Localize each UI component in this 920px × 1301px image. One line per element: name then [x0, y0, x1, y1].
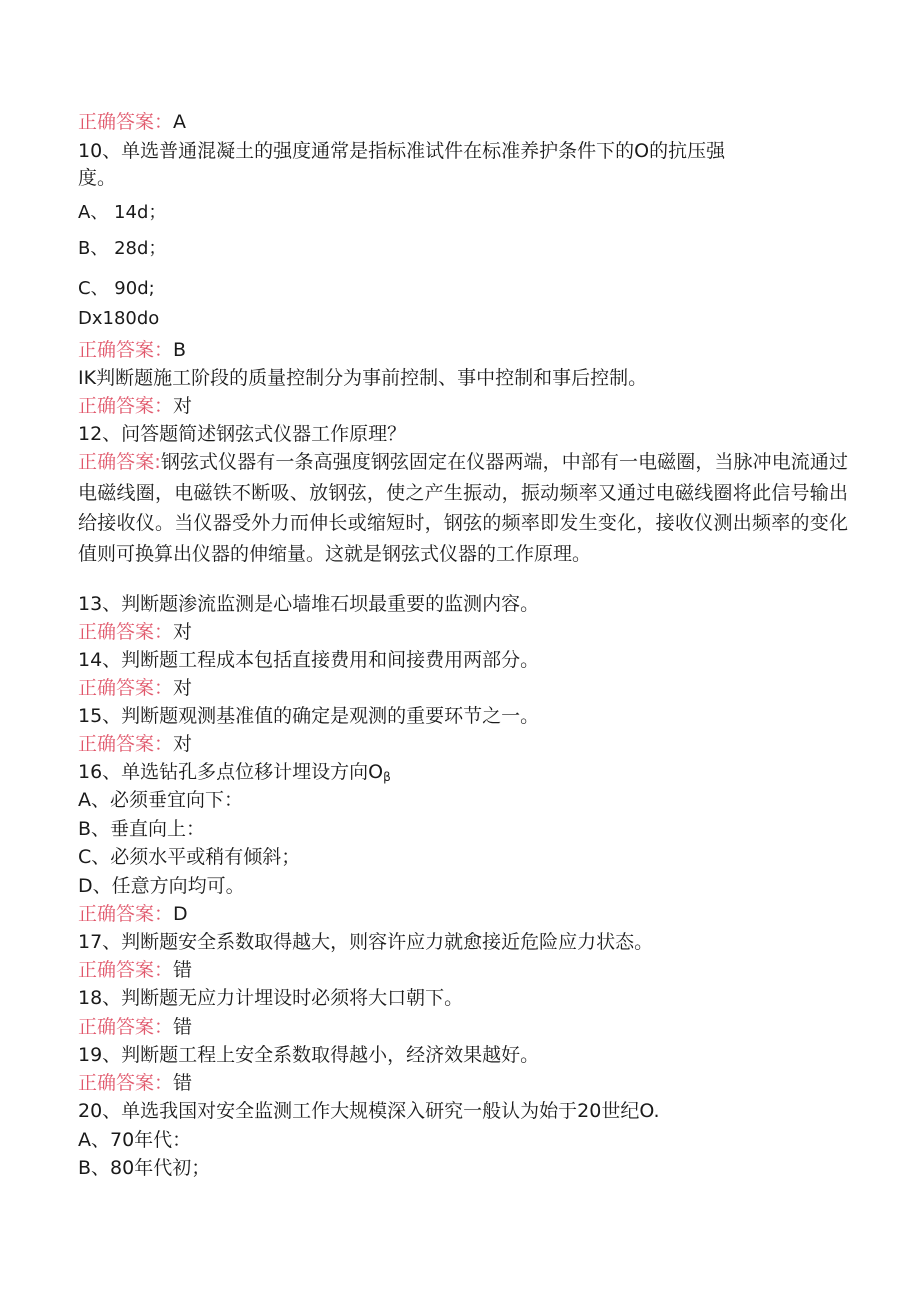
- answer-label: 正确答案：: [78, 733, 174, 755]
- answer-line-q19: [78, 1069, 192, 1097]
- answer-label: 正确答案：: [78, 339, 174, 361]
- answer-label: 正确答案：: [78, 677, 174, 699]
- option-a: A、 14d；: [78, 202, 167, 223]
- answer-line-q9: [78, 108, 186, 136]
- answer-line-q11: [78, 392, 192, 420]
- answer-value: B: [173, 339, 187, 361]
- question-11: IK判断题施工阶段的质量控制分为事前控制、事中控制和事后控制。: [78, 367, 648, 389]
- question-20: 20、单选我国对安全监测工作大规模深入研究一般认为始于20世纪O.: [78, 1100, 660, 1122]
- answer-label: 正确答案：: [78, 903, 174, 925]
- question-14: 14、判断题工程成本包括直接费用和间接费用两部分。: [78, 649, 540, 671]
- answer-label: 正确答案：: [78, 1016, 174, 1038]
- answer-label: 正确答案：: [78, 959, 174, 981]
- answer-value: 对: [173, 621, 193, 643]
- answer-value: 对: [173, 395, 193, 417]
- answer-value: D: [173, 903, 188, 925]
- answer-label: 正确答案：: [78, 1072, 174, 1094]
- answer-value: 对: [173, 677, 193, 699]
- answer-value: 错: [173, 1016, 193, 1038]
- answer-value: 对: [173, 733, 193, 755]
- question-16-text: 16、单选钻孔多点位移计埋设方向O: [78, 761, 384, 783]
- answer-label: 正确答案：: [78, 395, 174, 417]
- answer-label: 正确答案:: [78, 451, 161, 473]
- option-a: A、70年代：: [78, 1129, 192, 1151]
- answer-line-q18: [78, 1013, 192, 1041]
- question-10-line2: 度。: [78, 167, 117, 189]
- question-18: 18、判断题无应力计埋设时必须将大口朝下。: [78, 987, 464, 1009]
- answer-paragraph-q12: [78, 447, 848, 569]
- answer-line-q14: [78, 674, 192, 702]
- option-c: C、 90d;: [78, 278, 155, 299]
- answer-label: 正确答案：: [78, 621, 174, 643]
- answer-value: 错: [173, 1072, 193, 1094]
- answer-value: A: [173, 111, 187, 133]
- answer-value: 错: [173, 959, 193, 981]
- question-15: 15、判断题观测基准值的确定是观测的重要环节之一。: [78, 705, 540, 727]
- question-10-line1: 10、单选普通混凝土的强度通常是指标准试件在标准养护条件下的O的抗压强: [78, 140, 726, 162]
- question-17: 17、判断题安全系数取得越大，则容许应力就愈接近危险应力状态。: [78, 931, 654, 953]
- answer-value: 钢弦式仪器有一条高强度钢弦固定在仪器两端，中部有一电磁圈，当脉冲电流通过电磁线圈，电磁铁不断吸、放钢弦，使之产生振动，振动频率又通过电磁线圈将此信号输出给接收仪。当仪器受外力而伸长或缩短时，钢弦的频率即发生变化，接收仪测出频率的变化值则可换算出仪器的伸缩量。这就是钢弦式仪器的工作原理。: [78, 451, 848, 565]
- question-19: 19、判断题工程上安全系数取得越小，经济效果越好。: [78, 1044, 540, 1066]
- answer-line-q16: [78, 900, 188, 928]
- answer-line-q15: [78, 730, 192, 758]
- question-12: 12、问答题简述钢弦式仪器工作原理？: [78, 423, 407, 445]
- option-b: B、80年代初；: [78, 1157, 211, 1179]
- answer-line-q13: [78, 618, 192, 646]
- question-13: 13、判断题渗流监测是心墙堆石坝最重要的监测内容。: [78, 593, 540, 615]
- answer-label: 正确答案：: [78, 111, 174, 133]
- question-16-subscript: β: [383, 770, 391, 784]
- option-a: A、必须垂宜向下：: [78, 789, 243, 811]
- option-b: B、垂直向上：: [78, 818, 206, 840]
- answer-line-q17: [78, 956, 192, 984]
- option-b: B、 28d；: [78, 238, 167, 259]
- option-d: Dx180do: [78, 308, 160, 329]
- answer-line-q10: [78, 336, 186, 364]
- option-d: D、任意方向均可。: [78, 875, 245, 897]
- option-c: C、必须水平或稍有倾斜；: [78, 846, 301, 868]
